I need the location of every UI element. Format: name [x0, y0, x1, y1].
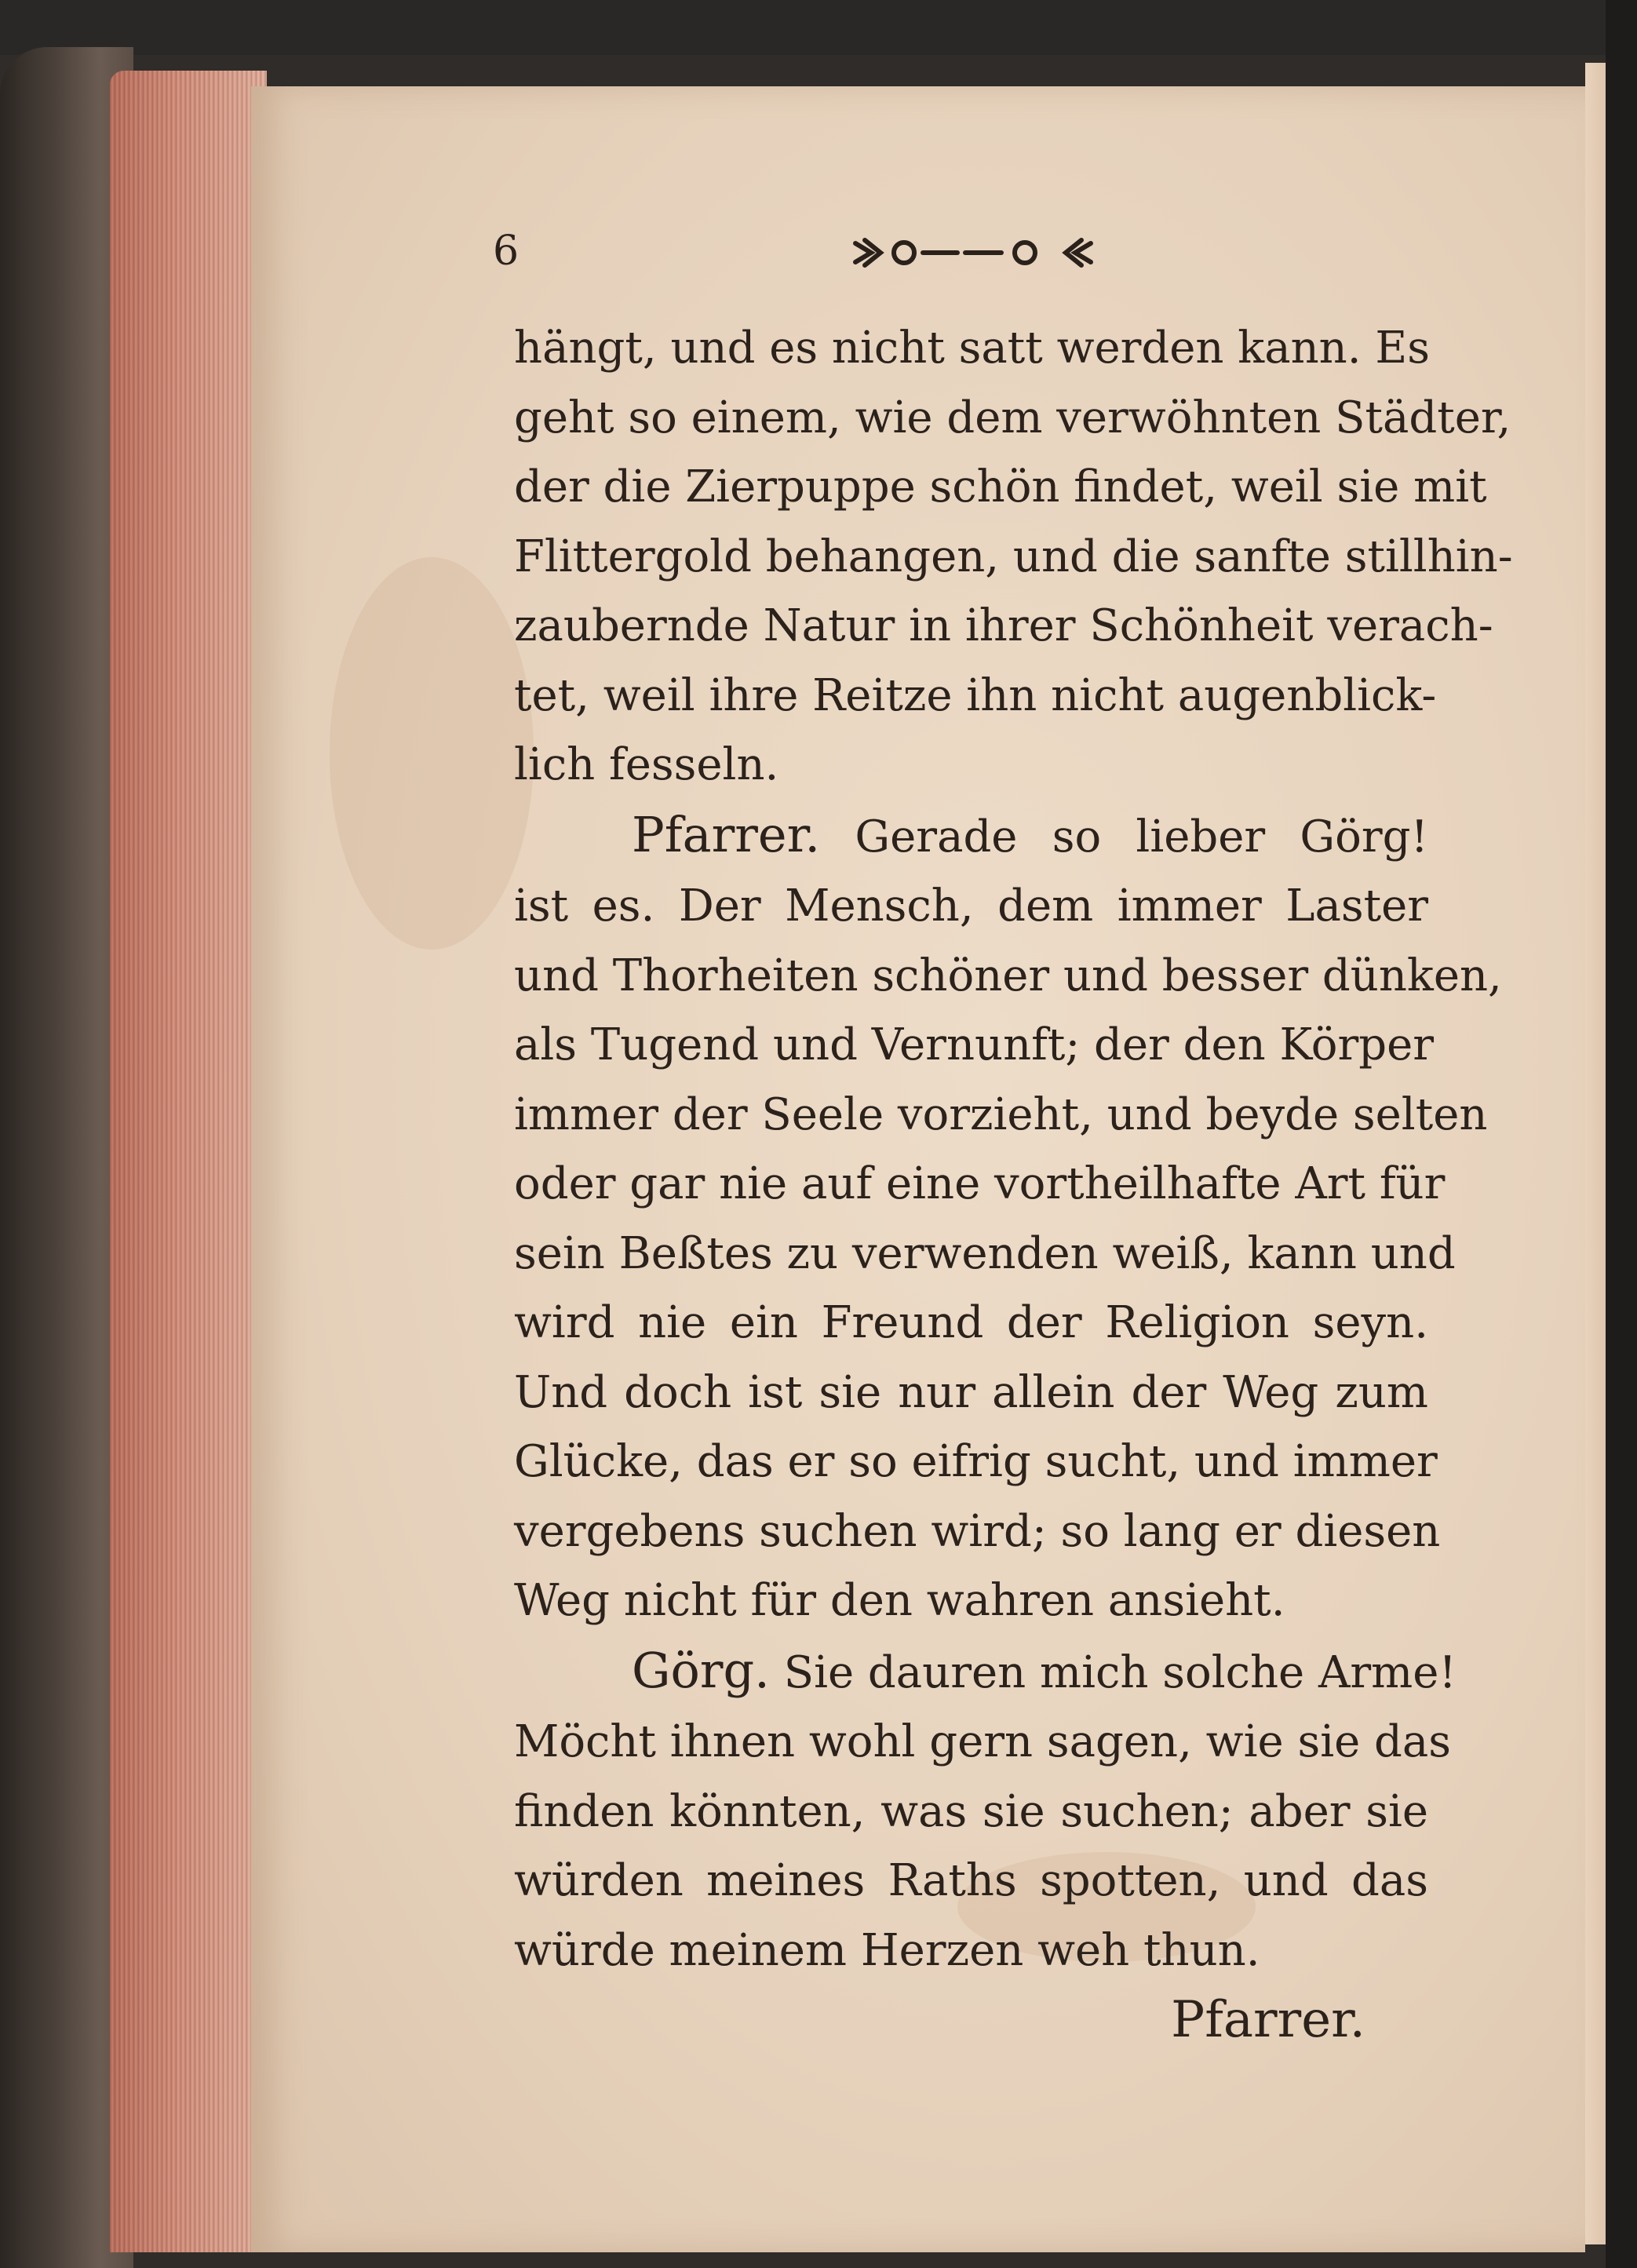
page-text	[514, 314, 1513, 2055]
page-number: 6	[493, 228, 520, 275]
text-line: Und doch ist sie nur allein der Weg zum	[514, 1366, 1428, 1418]
text-line: zaubernde Natur in ihrer Schönheit verach-	[514, 600, 1493, 651]
page-stain	[330, 557, 534, 950]
speech-text: Sie dauren mich solche Arme!	[783, 1646, 1457, 1698]
text-line: Glücke, das er so eifrig sucht, und immer	[514, 1436, 1438, 1487]
page-edges	[110, 71, 267, 2252]
text-line: und Thorheiten schöner und besser dünken,	[514, 950, 1502, 1001]
text-line: immer der Seele vorzieht, und beyde selten	[514, 1088, 1488, 1140]
catchword: Pfarrer.	[1171, 1991, 1365, 2049]
text-line: oder gar nie auf eine vortheilhafte Art für	[514, 1158, 1446, 1209]
text-line: würden meines Raths spotten, und das	[514, 1855, 1428, 1906]
text-line: sein Beßtes zu verwenden weiß, kann und	[514, 1227, 1456, 1279]
speaker-name: Pfarrer.	[632, 805, 821, 863]
text-line: wird nie ein Freund der Religion seyn.	[514, 1297, 1428, 1348]
background-right	[1606, 0, 1637, 2268]
ornament-divider-icon	[848, 229, 1099, 276]
speech-text: Gerade so lieber Görg!	[855, 811, 1428, 862]
text-line: geht so einem, wie dem verwöhnten Städter,	[514, 392, 1511, 443]
text-line: lich fesseln.	[514, 739, 779, 790]
text-line: hängt, und es nicht satt werden kann. Es	[514, 323, 1430, 374]
text-line: Möcht ihnen wohl gern sagen, wie sie das	[514, 1716, 1452, 1767]
background-top	[0, 0, 1637, 55]
text-line: tet, weil ihre Reitze ihn nicht augenblick-	[514, 669, 1437, 721]
speaker-name: Görg.	[632, 1641, 770, 1699]
text-line: finden könnten, was sie suchen; aber sie	[514, 1785, 1428, 1837]
text-line: ist es. Der Mensch, dem immer Laster	[514, 881, 1428, 932]
text-line: Flittergold behangen, und die sanfte stillhin-	[514, 531, 1513, 582]
text-line: der die Zierpuppe schön findet, weil sie mit	[514, 461, 1487, 512]
text-line: vergebens suchen wird; so lang er diesen	[514, 1505, 1441, 1557]
speech-first-line	[514, 800, 1428, 873]
text-line: Weg nicht für den wahren ansieht.	[514, 1575, 1285, 1626]
text-line: als Tugend und Vernunft; der den Körper	[514, 1019, 1435, 1070]
speech-first-line	[514, 1636, 1457, 1708]
text-line: würde meinem Herzen weh thun.	[514, 1924, 1260, 1976]
